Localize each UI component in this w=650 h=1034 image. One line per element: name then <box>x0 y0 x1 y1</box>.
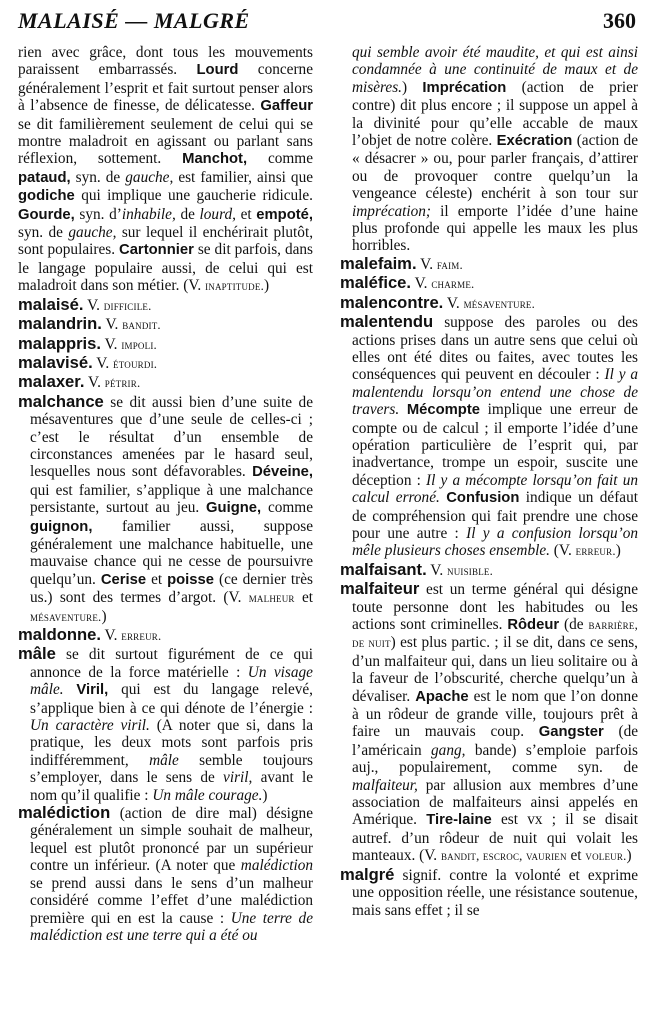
text: (action de dire mal) désigne généralement un simple souhait de malheur, lequel est plutôt prononcé par un supérieur contre un inférieur. (A noter que <box>30 805 313 875</box>
entry-malavise <box>18 354 313 373</box>
text: V. <box>420 255 434 273</box>
headword: malandrin. <box>18 314 102 334</box>
italic-term: imprécation; <box>352 202 432 220</box>
headword: maléfice. <box>340 273 412 293</box>
headword: malaisé. <box>18 294 84 314</box>
text: est familier, ainsi que <box>178 168 314 186</box>
text: (action de « désacrer » ou, pour parler français, d’attirer ou de provoquer contre quelqu’un la vengeance céleste) enchérit à son tour sur <box>352 132 638 203</box>
text: (ce dernier très us.) sont des termes d’argot. (V. <box>30 570 314 607</box>
text: et <box>301 589 313 607</box>
cross-reference: barrière, de nuit <box>352 618 638 651</box>
term: Imprécation <box>422 79 507 96</box>
text: comme <box>267 150 313 168</box>
italic-term: gauche, <box>68 224 117 242</box>
term: Tire-laine <box>426 812 492 829</box>
entry-maldonne <box>18 626 313 645</box>
example: Il y a malentendu lorsqu’on entend une chose de travers. <box>352 366 638 419</box>
headword: malavisé. <box>18 352 93 372</box>
term: Gaffeur <box>260 98 313 115</box>
text: bande) s’emploie parfois auj., populairement, comme syn. de <box>352 741 638 777</box>
text: semble toujours s’employer, dans le sens de <box>30 751 313 787</box>
text: V. <box>88 374 101 392</box>
headword: malefaim. <box>340 253 417 273</box>
left-column <box>18 44 313 944</box>
text: se dit parfois, dans le langage populaire aussi, de celui qui est maladroit dans son métier. (V. <box>18 241 313 295</box>
term: Confusion <box>446 490 520 507</box>
term: Mécompte <box>406 402 481 419</box>
italic-term: gauche, <box>125 168 174 186</box>
italic-term: malédiction <box>240 857 313 875</box>
text: (V. <box>553 542 572 560</box>
entry-malediction-continued <box>340 44 638 255</box>
cross-reference: charme. <box>431 277 475 292</box>
cross-reference: inaptitude. <box>205 279 264 294</box>
term: poisse <box>167 571 214 588</box>
text: syn. de <box>18 224 63 242</box>
example: Un mâle courage. <box>152 786 263 804</box>
text: il emporte l’idée d’une haine plus profonde qui appelle les maux les plus horribles. <box>352 202 638 255</box>
text: syn. de <box>75 168 121 186</box>
headword: malaxer. <box>18 372 85 392</box>
text: se dit aussi bien d’une suite de mésaventures que d’une seule de celles-ci ; c’est le résultat d’un ensemble de circonstances amenées par le hasard seul, lesquelles nous sont défavorables. <box>30 393 313 481</box>
text: qui implique une gaucherie ridicule. <box>81 187 313 205</box>
cross-reference: étourdi. <box>113 356 158 371</box>
text: est le nom que l’on donne à un rôdeur de grande ville, toujours prêt à faire un mauvais coup. <box>352 687 638 741</box>
term: Lourd <box>196 62 239 79</box>
example: Il y a confusion lorsqu’on mêle plusieurs choses ensemble. <box>352 524 639 560</box>
entry-malefaim <box>340 255 638 274</box>
text: ) <box>262 786 268 804</box>
example: Une terre de malédiction est une terre qui a été ou <box>30 909 313 944</box>
cross-reference: faim. <box>436 257 463 272</box>
text: V. <box>430 561 444 579</box>
term: Gangster <box>538 724 604 741</box>
text: qui est du langage relevé, s’applique bien à ce qui dénote de l’énergie : <box>30 681 313 717</box>
cross-reference: bandit. <box>122 318 161 333</box>
text: (de <box>564 616 584 633</box>
example: qui semble avoir été maudite, et qui est ainsi condamnée à une continuité de maux et de misères. <box>352 44 638 96</box>
entry-malgre <box>340 866 638 919</box>
text: ) <box>263 277 270 295</box>
text: et <box>240 205 252 223</box>
text: implique une erreur de compte ou de calcul ; il emporte l’idée d’une opération particulière de l’esprit qui, par inadvertance, trompe un espoir, suscite une déception : <box>352 401 639 489</box>
text: sur lequel il enchérirait plutôt, sont populaires. <box>18 224 314 259</box>
text: et <box>570 847 582 865</box>
text: comme <box>267 499 313 517</box>
example: Un visage mâle. <box>30 663 313 699</box>
entry-malappris <box>18 335 313 354</box>
text: est un terme général qui désigne toute personne dont les habitudes ou les actions sont criminelles. <box>352 581 638 633</box>
italic-term: inhabile, <box>121 205 176 223</box>
entry-malefice <box>340 274 638 293</box>
entry-malediction <box>18 804 313 944</box>
term: Manchot, <box>182 151 248 168</box>
cross-reference: malheur <box>248 591 295 606</box>
text: ) est plus partic. ; il se dit, dans ce sens, d’un malfaiteur qui, dans un lieu solitaire ou à la faveur de l’obscurité, cherche quelqu’un à dévaliser. <box>352 634 638 705</box>
entry-continuation <box>18 44 313 296</box>
headword: malédiction <box>18 803 111 823</box>
cross-reference: erreur. <box>121 629 162 643</box>
text: familier aussi, suppose généralement une malchance habituelle, une mauvaise chance qui ne cesse de poursuivre quelqu’un. <box>30 517 313 588</box>
text: ) <box>402 78 408 96</box>
text: ) <box>626 847 632 865</box>
headword: malentendu <box>340 312 434 332</box>
term: Gourde, <box>18 206 75 223</box>
running-head: MALAISÉ — MALGRÉ <box>18 8 250 33</box>
term: Exécration <box>496 133 573 150</box>
text: V. <box>446 294 460 312</box>
text: ) <box>615 542 621 560</box>
headword: malfaisant. <box>340 559 427 579</box>
text: qui est familier, s’applique à une malchance persistante, surtout au jeu. <box>30 481 313 517</box>
term: Guigne, <box>206 500 262 517</box>
entry-malencontre <box>340 294 638 313</box>
headword: maldonne. <box>18 625 101 644</box>
text: rien avec grâce, dont tous les mouvements paraissent embarrassés. <box>18 44 313 79</box>
cross-reference: mésaventure. <box>463 296 536 311</box>
text: se prend aussi dans le sens d’un malheur considéré comme l’effet d’une malédiction première qui en est la cause : <box>30 874 313 927</box>
term: Cerise <box>100 571 147 588</box>
text: V. <box>96 354 110 372</box>
text: V. <box>104 335 118 353</box>
page-number: 360 <box>603 8 636 33</box>
entry-malchance <box>18 393 313 626</box>
text: se dit familièrement seulement de celui qui se montre maladroit en agissant ou parlant sans réflexion, sottement. <box>18 115 313 168</box>
entry-malaxer <box>18 373 313 392</box>
term: Rôdeur <box>507 617 560 633</box>
entry-malfaisant <box>340 561 638 580</box>
running-header <box>18 8 636 36</box>
text: V. <box>87 296 100 314</box>
text: signif. contre la volonté et exprime une opposition réelle, une résistance soutenue, mais sans effet ; il se <box>352 866 639 919</box>
italic-term: viril, <box>223 769 253 787</box>
cross-reference: voleur. <box>585 849 627 864</box>
text: se dit surtout figurément de ce qui annonce de la force matérielle : <box>30 646 313 681</box>
cross-reference: bandit, escroc, vaurien <box>440 849 567 864</box>
text: ) <box>101 607 107 625</box>
term: Déveine, <box>252 464 313 481</box>
cross-reference: nuisible. <box>447 563 493 578</box>
term: godiche <box>18 188 75 205</box>
entry-malaise <box>18 296 313 315</box>
right-column <box>340 44 638 919</box>
italic-term: mâle <box>149 751 179 769</box>
italic-term: malfaiteur, <box>352 776 418 794</box>
italic-term: gang, <box>431 741 466 759</box>
cross-reference: erreur. <box>575 544 616 559</box>
cross-reference: impoli. <box>121 337 157 352</box>
entry-malfaiteur <box>340 580 638 866</box>
cross-reference: difficile. <box>103 298 152 313</box>
text: indique un défaut de compréhension qui fait prendre une chose pour une autre : <box>352 489 638 542</box>
text: V. <box>104 627 118 644</box>
headword: malfaiteur <box>340 579 420 599</box>
text: (de l’américain <box>352 723 639 759</box>
text: de <box>180 205 195 223</box>
cross-reference: pétrir. <box>104 376 141 391</box>
headword: malencontre. <box>340 292 444 312</box>
text: avant le nom qu’il qualifie : <box>30 769 314 804</box>
headword: mâle <box>18 644 56 664</box>
entry-malandrin <box>18 315 313 334</box>
text: concerne généralement l’esprit et fait surtout penser alors à l’absence de finesse, de délicatesse. <box>18 61 313 115</box>
term: Cartonnier <box>119 242 194 259</box>
term: guignon, <box>30 518 93 535</box>
term: Apache <box>415 688 469 705</box>
text: V. <box>105 316 119 334</box>
text: par allusion aux membres d’une association de malfaiteurs ainsi appelés en Amérique. <box>352 776 638 829</box>
term: empoté, <box>256 206 313 223</box>
headword: malappris. <box>18 333 102 353</box>
headword: malgré <box>340 864 395 884</box>
text: (A noter que si, dans la pratique, les deux mots sont parfois pris indifféremment, <box>30 717 313 769</box>
text: V. <box>414 275 428 293</box>
italic-term: lourd, <box>199 205 236 223</box>
term: Viril, <box>76 682 109 699</box>
text: suppose des paroles ou des actions prises dans un autre sens que celui où elles ont été dites ou faites, avec toutes les conséquences qui peuvent en découler : <box>352 314 639 384</box>
text: et <box>151 570 163 588</box>
entry-malentendu <box>340 313 638 561</box>
cross-reference: mésaventure. <box>30 609 102 624</box>
example: Il y a mécompte lorsqu’on fait un calcul erroné. <box>352 471 638 507</box>
example: Un caractère viril. <box>30 717 150 735</box>
entry-male <box>18 645 313 804</box>
text: syn. d’ <box>79 205 122 223</box>
text: (action de prier contre) dit plus encore ; il suppose un appel à la divinité pour qu’elle accable de maux l’objet de notre colère. <box>352 78 639 150</box>
text: est vx ; il se disait autref. d’un rôdeur de nuit qui volait les manteaux. (V. <box>352 811 639 865</box>
headword: malchance <box>18 391 104 411</box>
term: pataud, <box>18 169 71 186</box>
